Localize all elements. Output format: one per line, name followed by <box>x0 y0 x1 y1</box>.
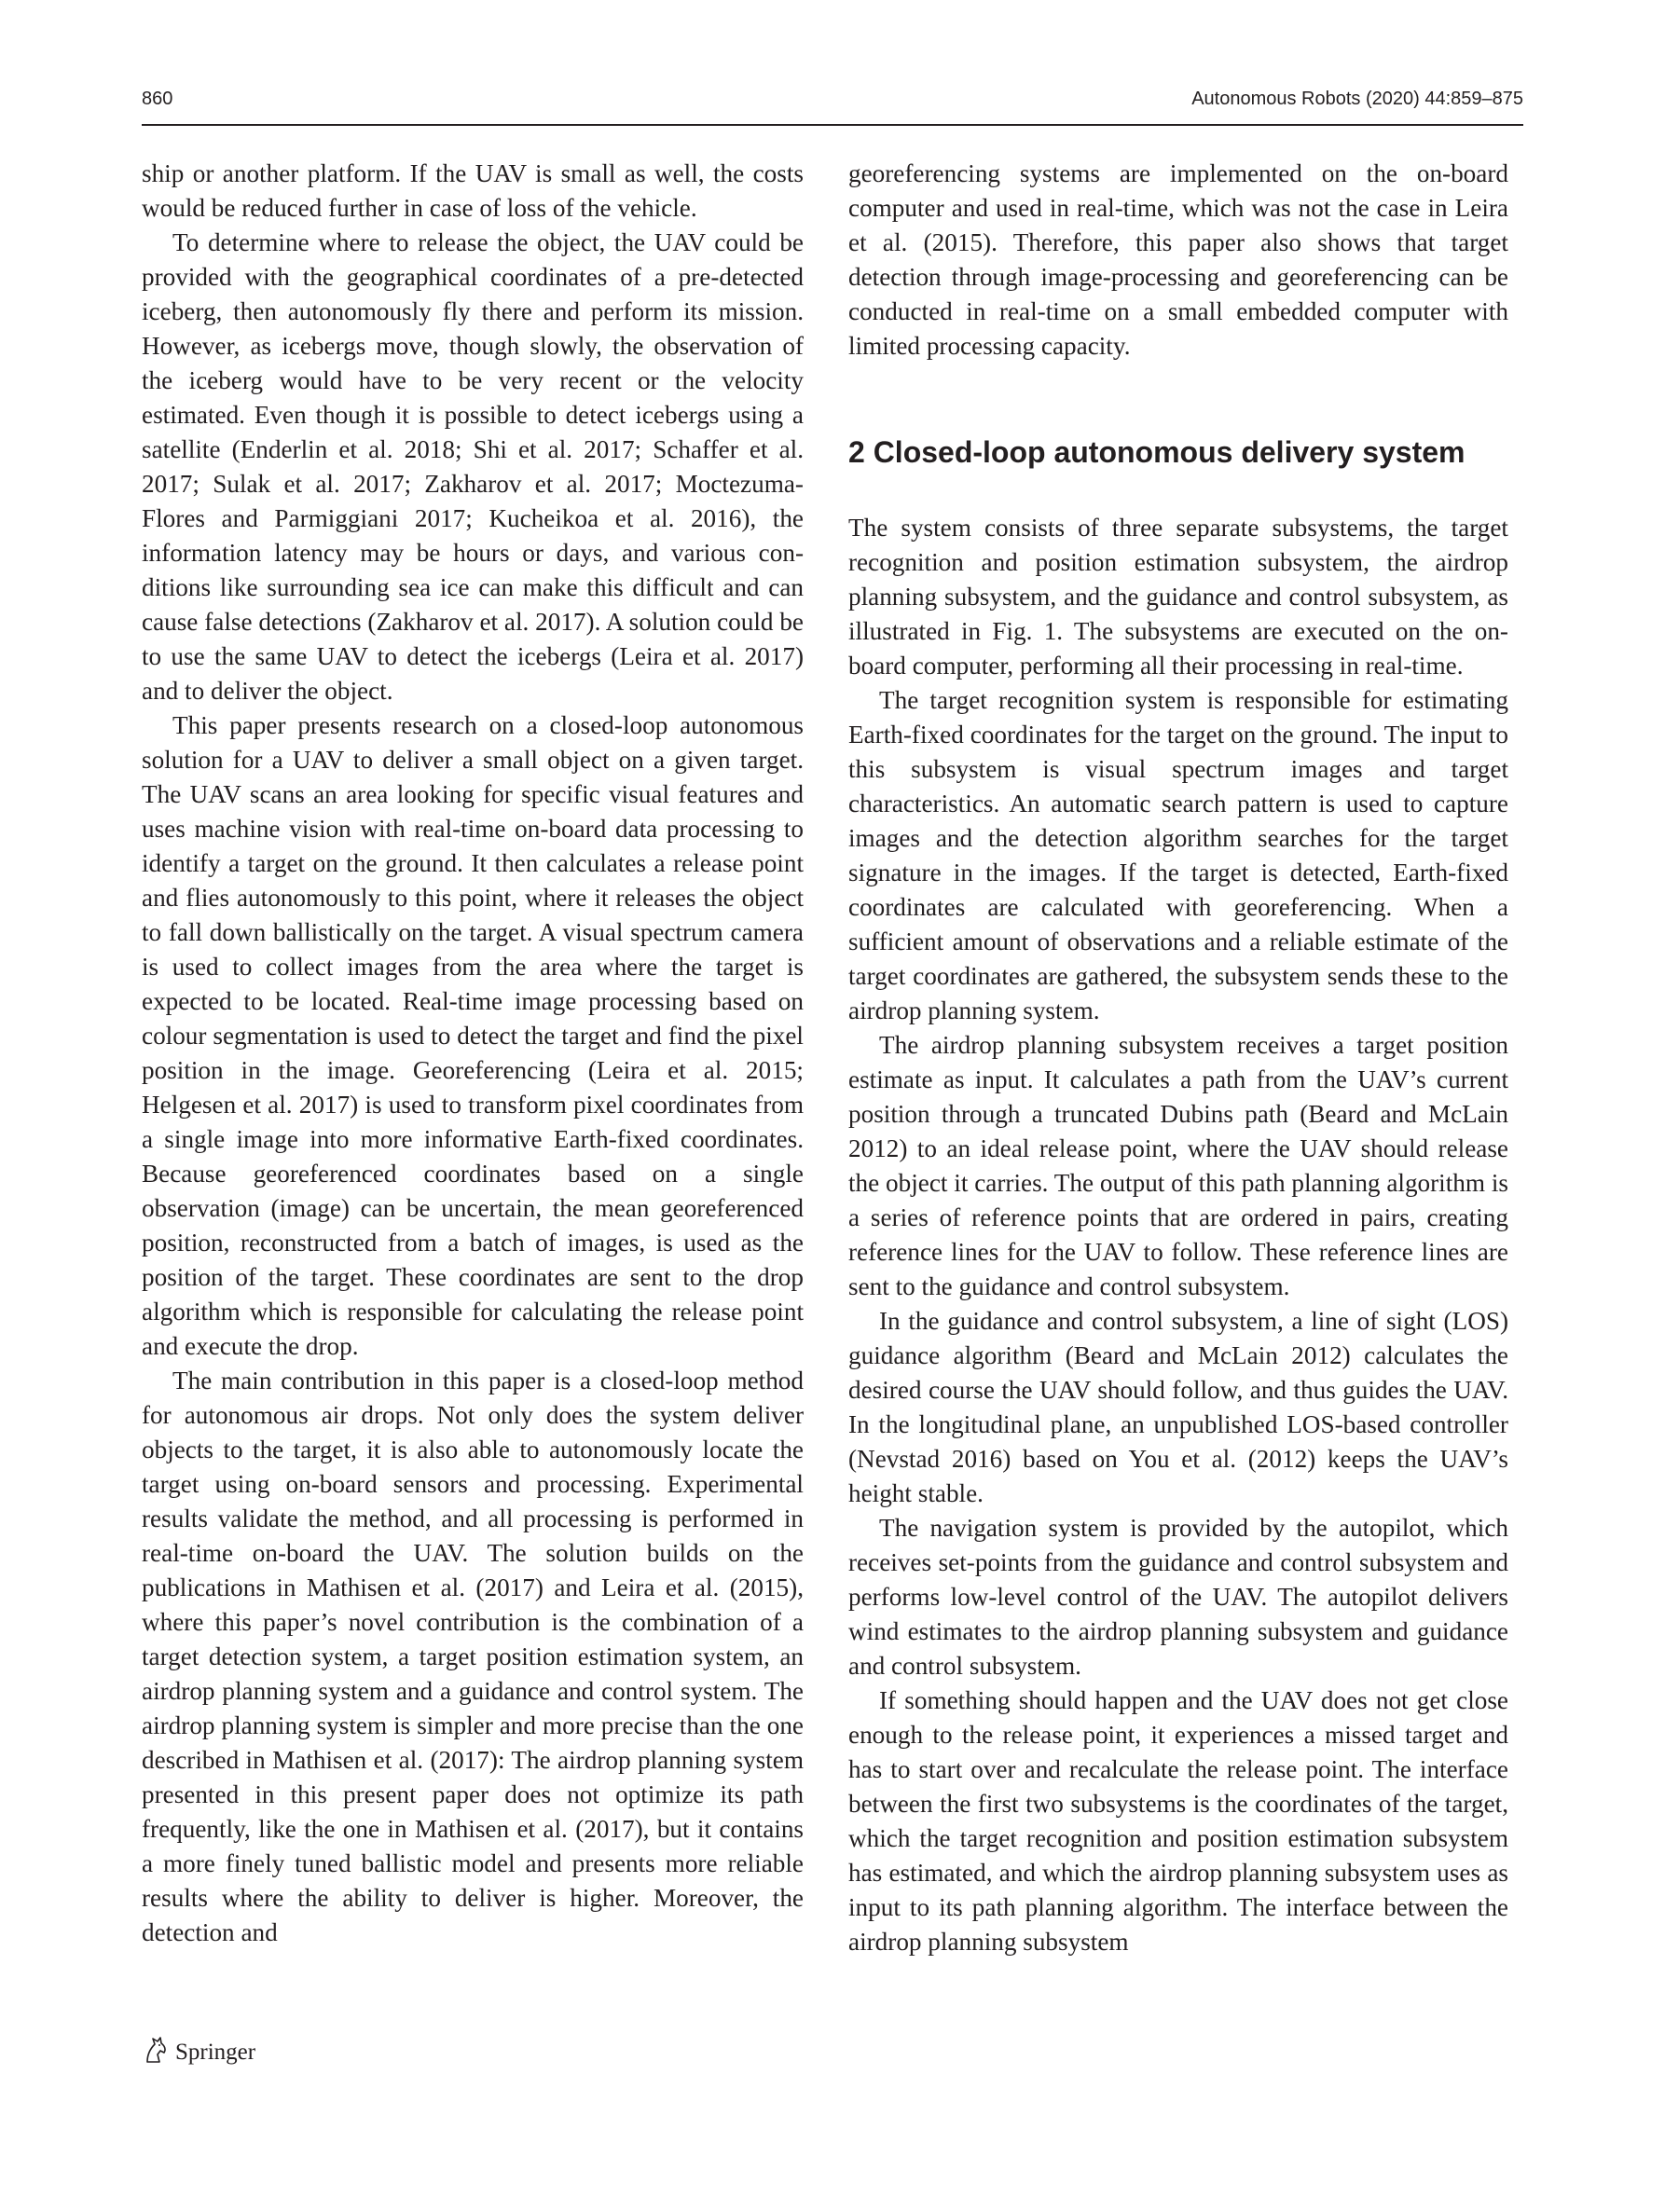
paragraph: ship or another platform. If the UAV is small as well, the costs would be reduced further in case of loss of the vehicle. <box>142 159 804 222</box>
paragraph: If something should happen and the UAV does not get close enough to the release point, it experiences a missed target and has to start over and recalculate the release point. The interface between the first two subsystems is the coordinates of the target, which the target recognition and position estimation subsystem has estimated, and which the airdrop planning subsystem uses as input to its path planning algorithm. The interface between the airdrop planning subsystem <box>848 1686 1508 1956</box>
journal-citation: Autonomous Robots (2020) 44:859–875 <box>1191 89 1523 109</box>
springer-horse-icon <box>142 2035 175 2071</box>
left-column <box>142 157 804 1950</box>
paragraph: The navigation system is provided by the autopilot, which receives set-points from the guidance and control subsystem and performs low-level control of the UAV. The autopilot delivers wind estimates to the airdrop planning subsystem and guidance and control subsystem. <box>848 1514 1508 1680</box>
paragraph: The target recognition system is responsible for estimating Earth-fixed coordinates for the target on the ground. The input to this subsystem is visual spectrum images and target characteristics. An automatic search pattern is used to capture images and the detection algorithm searches for the target signature in the images. If the target is detected, Earth-fixed coordinates are calculated with georeferencing. When a sufficient amount of observations and a reliable estimate of the target coordinates are gathered, the subsystem sends these to the airdrop planning system. <box>848 686 1508 1024</box>
page-header <box>142 89 1523 126</box>
right-column <box>848 157 1508 1959</box>
page-number: 860 <box>142 89 173 109</box>
paragraph: In the guidance and control subsystem, a line of sight (LOS) guidance algorithm (Beard and McLain 2012) calculates the desired course the UAV should follow, and thus guides the UAV. In the longitudinal plane, an unpublished LOS-based controller (Nevstad 2016) based on You et al. (2012) keeps the UAV’s height stable. <box>848 1307 1508 1507</box>
paragraph: The main contribution in this paper is a closed-loop method for autonomous air drops. Not only does the system deliver objects to the target, it is also able to autonomously locate the target using on-board sensors and processing. Experimental results validate the method, and all processing is performed in real-time on-board the UAV. The solution builds on the publications in Mathisen et al. (2017) and Leira et al. (2015), where this paper’s novel contribution is the combination of a target detection system, a target position estimation system, an airdrop planning system and a guidance and control system. The airdrop planning system is simpler and more precise than the one described in Mathisen et al. (2017): The airdrop planning system presented in this present paper does not optimize its path frequently, like the one in Mathisen et al. (2017), but it contains a more finely tuned ballistic model and presents more reliable results where the ability to deliver is higher. Moreover, the detection and <box>142 1367 804 1946</box>
header-rule <box>142 124 1523 126</box>
paragraph: This paper presents research on a closed-loop autonomous solution for a UAV to deliver a small object on a given target. The UAV scans an area looking for specific visual features and uses machine vision with real-time on-board data processing to identify a target on the ground. It then calculates a release point and flies autonomously to this point, where it releases the object to fall down ballistically on the target. A visual spectrum camera is used to collect images from the area where the target is expected to be located. Real-time image processing based on colour segmentation is used to detect the target and find the pixel position in the image. Georeferencing (Leira et al. 2015; Helgesen et al. 2017) is used to transform pixel coordinates from a single image into more informative Earth-fixed coordinates. Because georeferenced coordinates based on a single observation (image) can be uncertain, the mean georeferenced position, reconstructed from a batch of images, is used as the position of the target. These coordinates are sent to the drop algorithm which is responsible for calculating the release point and execute the drop. <box>142 711 804 1360</box>
paragraph: georeferencing systems are implemented on the on-board computer and used in real-time, which was not the case in Leira et al. (2015). Therefore, this paper also shows that target detection through image-processing and georeferencing can be conducted in real-time on a small embedded computer with limited processing capacity. <box>848 159 1508 360</box>
paragraph: The airdrop planning subsystem receives a target position estimate as input. It calculates a path from the UAV’s current position through a truncated Dubins path (Beard and McLain 2012) to an ideal release point, where the UAV should release the object it carries. The output of this path planning algorithm is a series of reference points that are ordered in pairs, creating reference lines for the UAV to follow. These reference lines are sent to the guidance and control subsystem. <box>848 1031 1508 1300</box>
paragraph: To determine where to release the object, the UAV could be provided with the geographical coordinates of a pre-detected iceberg, then autonomously fly there and perform its mission. However, as icebergs move, though slowly, the observation of the iceberg would have to be very recent or the velocity estimated. Even though it is possible to detect icebergs using a satellite (Enderlin et al. 2018; Shi et al. 2017; Schaffer et al. 2017; Sulak et al. 2017; Zakharov et al. 2017; Moctezuma-Flores and Parmiggiani 2017; Kucheikoa et al. 2016), the information latency may be hours or days, and various conditions like surrounding sea ice can make this difficult and can cause false detections (Zakharov et al. 2017). A solution could be to use the same UAV to detect the icebergs (Leira et al. 2017) and to deliver the object. <box>142 228 804 705</box>
publisher-name: Springer <box>175 2040 256 2065</box>
section-heading: 2 Closed-loop autonomous delivery system <box>848 435 1465 469</box>
paragraph: The system consists of three separate subsystems, the target recognition and position estimation subsystem, the airdrop planning subsystem, and the guidance and control subsystem, as illustrated in Fig. 1. The subsystems are executed on the on-board computer, performing all their processing in real-time. <box>848 514 1508 680</box>
page-footer <box>142 2036 255 2069</box>
